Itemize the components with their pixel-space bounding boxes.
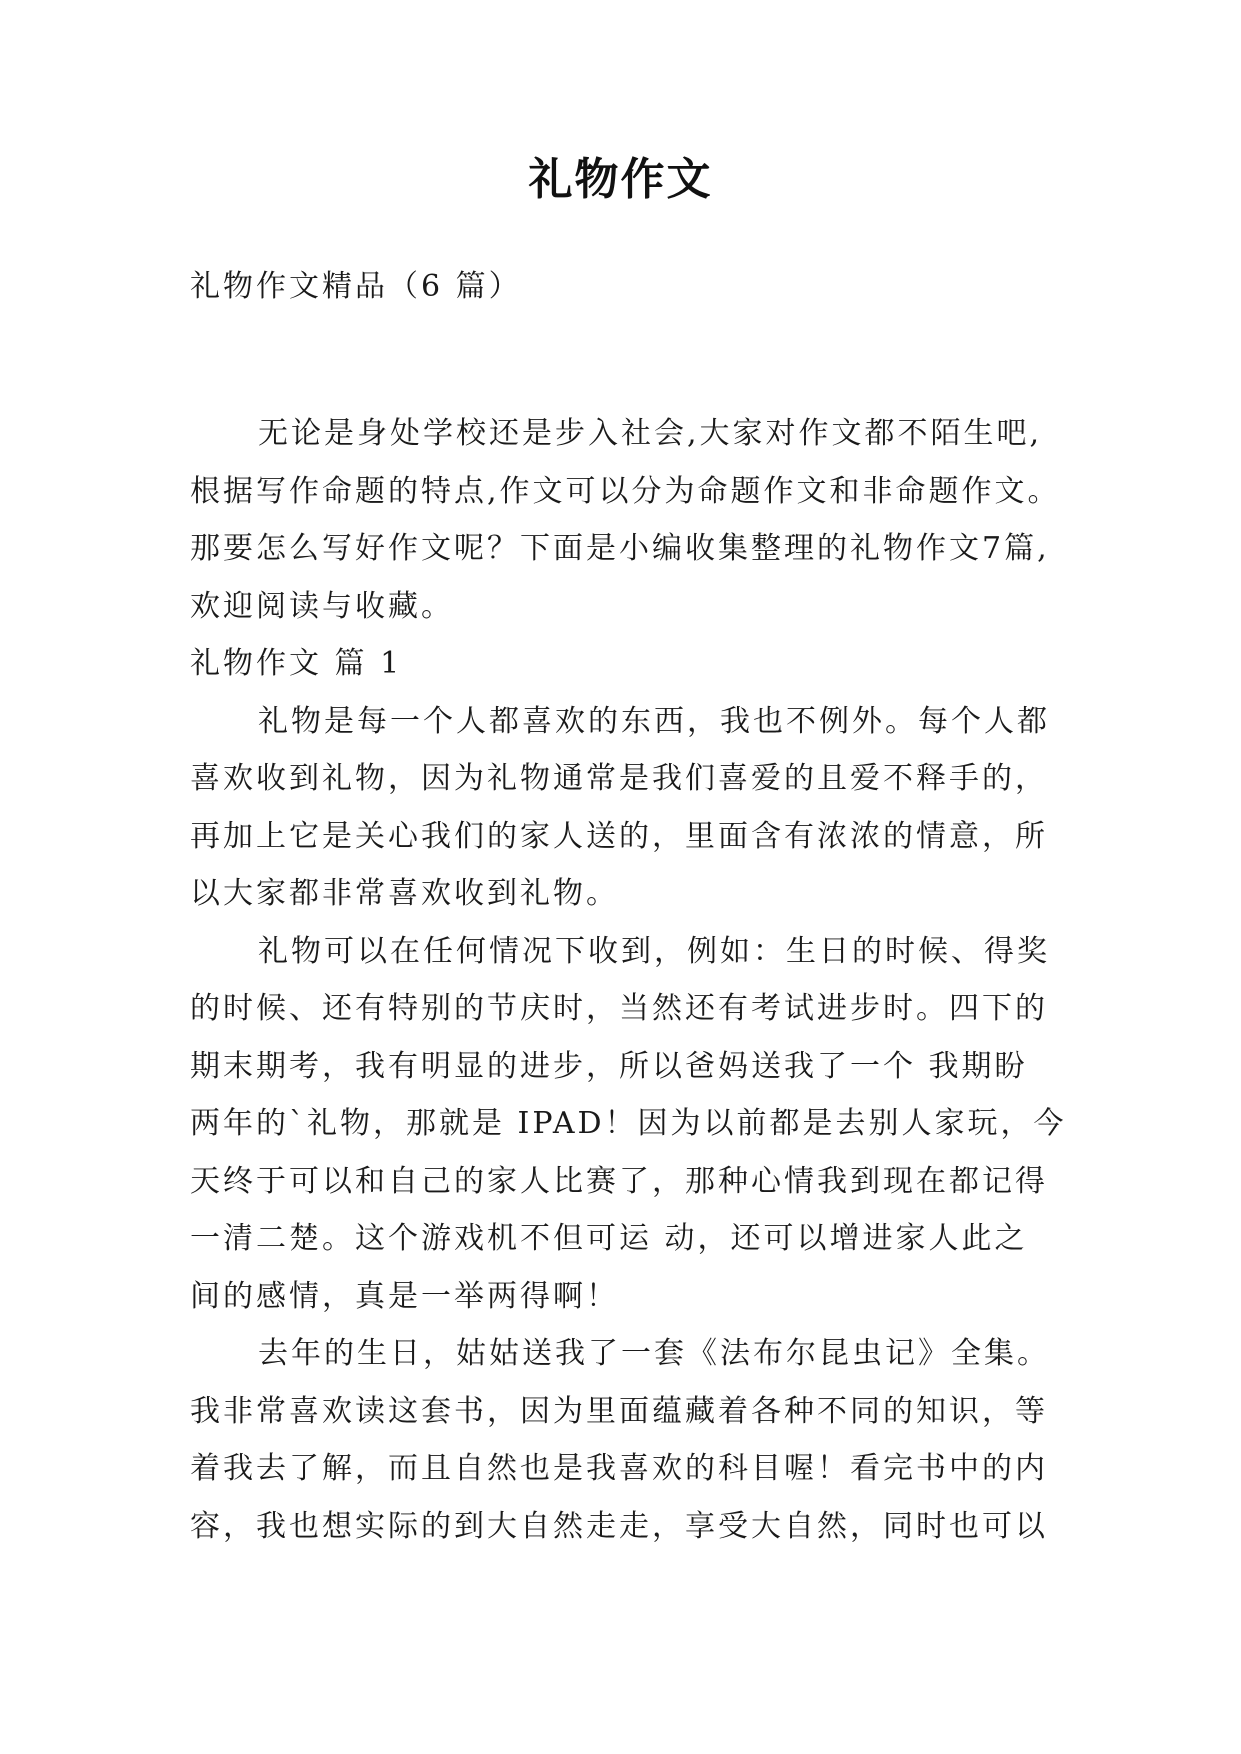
text-line: 礼物是每一个人都喜欢的东西，我也不例外。每个人都 — [258, 703, 1050, 739]
text-line: 两年的`礼物，那就是 IPAD！因为以前都是去别人家玩，今 — [190, 1106, 1067, 1141]
text-line: 我非常喜欢读这套书，因为里面蕴藏着各种不同的知识，等 — [190, 1393, 1048, 1429]
text-line: 根据写作命题的特点,作文可以分为命题作文和非命题作文。 — [190, 473, 1061, 509]
paragraph — [190, 1325, 1070, 1555]
document-body — [190, 405, 1070, 1555]
text-line: 间的感情，真是一举两得啊！ — [190, 1278, 619, 1314]
text-line: 去年的生日，姑姑送我了一套《法布尔昆虫记》全集。 — [258, 1336, 1050, 1371]
paragraph — [190, 923, 1070, 1326]
text-line: 着我去了解，而且自然也是我喜欢的科目喔！看完书中的内 — [190, 1451, 1048, 1486]
text-line: 一清二楚。这个游戏机不但可运 动，还可以增进家人此之 — [190, 1221, 1028, 1256]
paragraph — [190, 693, 1070, 923]
text-line: 无论是身处学校还是步入社会,大家对作文都不陌生吧, — [258, 416, 1043, 451]
text-line: 以大家都非常喜欢收到礼物。 — [190, 876, 619, 911]
document-subtitle: 礼物作文精品（6 篇） — [190, 269, 522, 304]
text-line: 容，我也想实际的到大自然走走，享受大自然，同时也可以 — [190, 1508, 1048, 1544]
text-line: 喜欢收到礼物，因为礼物通常是我们喜爱的且爱不释手的， — [190, 761, 1048, 796]
text-line: 那要怎么写好作文呢？下面是小编收集整理的礼物作文7篇, — [190, 531, 1050, 566]
section-heading: 礼物作文 篇 1 — [190, 646, 403, 681]
text-line: 欢迎阅读与收藏。 — [190, 588, 454, 624]
text-line: 天终于可以和自己的家人比赛了，那种心情我到现在都记得 — [190, 1163, 1048, 1199]
text-line: 的时候、还有特别的节庆时，当然还有考试进步时。四下的 — [190, 991, 1048, 1026]
intro-paragraph — [190, 405, 1070, 635]
document-title: 礼物作文 — [528, 154, 713, 205]
text-line: 期末期考，我有明显的进步，所以爸妈送我了一个 我期盼 — [190, 1048, 1028, 1084]
text-line: 再加上它是关心我们的家人送的，里面含有浓浓的情意，所 — [190, 818, 1048, 854]
text-line: 礼物可以在任何情况下收到，例如：生日的时候、得奖 — [258, 933, 1050, 969]
